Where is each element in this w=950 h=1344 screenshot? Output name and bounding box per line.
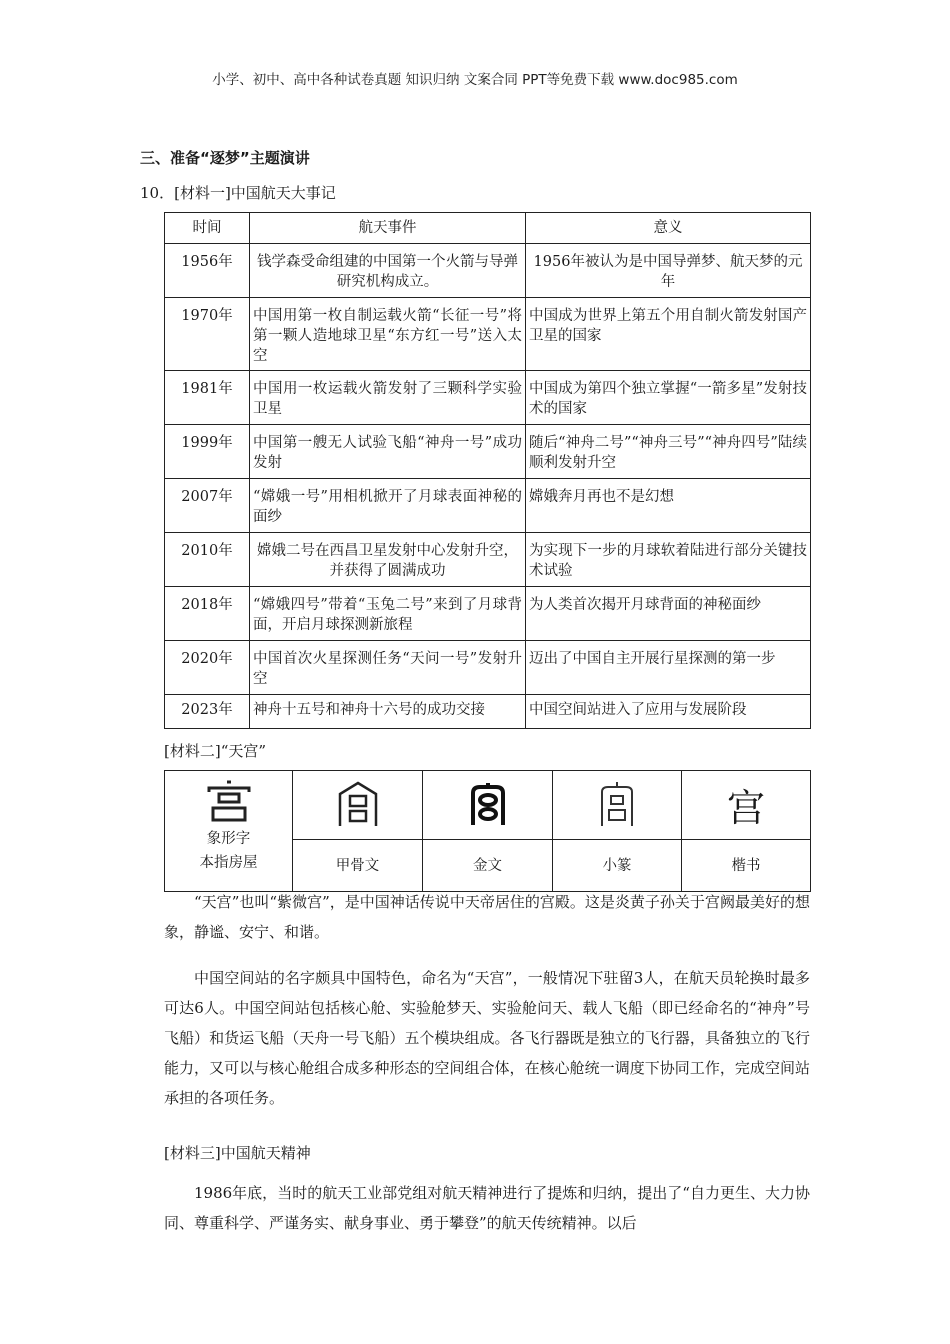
meaning-cell: 中国成为第四个独立掌握“一箭多星”发射技术的国家 — [526, 371, 811, 425]
meaning-cell: 为人类首次揭开月球背面的神秘面纱 — [526, 587, 811, 641]
table-header-row — [165, 213, 811, 244]
year-cell: 2010年 — [165, 533, 250, 587]
meaning-cell: 嫦娥奔月再也不是幻想 — [526, 479, 811, 533]
space-station-paragraph: 中国空间站的名字颇具中国特色，命名为“天宫”，一般情况下驻留3人，在航天员轮换时最多可达6人。中国空间站包括核心舱、实验舱梦天、实验舱问天、载人飞船（即已经命名的“神舟”号飞船）和货运飞船（天舟一号飞船）五个模块组成。各飞行器既是独立的飞行器，具备独立的飞行能力，又可以与核心舱组合成多种形态的空间组合体，在核心舱统一调度下协同工作，完成空间站承担的各项任务。 — [164, 969, 810, 1107]
material2-title: [材料二]“天宫” — [164, 742, 267, 760]
oracle-glyph-cell — [293, 771, 423, 840]
table-row — [165, 298, 811, 371]
script-label-oracle: 甲骨文 — [293, 839, 423, 891]
year-cell: 2023年 — [165, 695, 250, 729]
section-title: 三、准备“逐梦”主题演讲 — [140, 149, 310, 167]
meaning-cell: 随后“神舟二号”“神舟三号”“神舟四号”陆续顺利发射升空 — [526, 425, 811, 479]
event-cell: 中国首次火星探测任务“天问一号”发射升空 — [250, 641, 526, 695]
meaning-cell: 为实现下一步的月球软着陆进行部分关键技术试验 — [526, 533, 811, 587]
year-cell: 1999年 — [165, 425, 250, 479]
oracle-bone-glyph-icon — [336, 780, 380, 828]
table-row — [165, 641, 811, 695]
bronze-glyph-cell — [423, 771, 553, 840]
pictograph-label: 象形字 — [206, 831, 251, 847]
page-header: 小学、初中、高中各种试卷真题 知识归纳 文案合同 PPT等免费下载 www.doc985.com — [212, 72, 738, 88]
table-row — [165, 244, 811, 298]
year-cell: 2020年 — [165, 641, 250, 695]
space-events-table — [164, 212, 811, 729]
table-row — [165, 425, 811, 479]
event-cell: 中国用第一枚自制运载火箭“长征一号”将第一颗人造地球卫星“东方红一号”送入太空 — [250, 298, 526, 371]
question-line: 10．[材料一]中国航天大事记 — [140, 184, 336, 202]
year-cell: 1981年 — [165, 371, 250, 425]
meaning-cell: 中国成为世界上第五个用自制火箭发射国产卫星的国家 — [526, 298, 811, 371]
bronze-glyph-icon — [468, 781, 508, 827]
event-cell: 中国第一艘无人试验飞船“神舟一号”成功发射 — [250, 425, 526, 479]
pictograph-meaning: 本指房屋 — [199, 855, 258, 871]
year-cell: 1970年 — [165, 298, 250, 371]
event-cell: 嫦娥二号在西昌卫星发射中心发射升空，并获得了圆满成功 — [250, 533, 526, 587]
table-row — [165, 371, 811, 425]
pictograph-cell — [165, 771, 293, 892]
script-label-seal: 小篆 — [553, 839, 682, 891]
script-label-bronze: 金文 — [423, 839, 553, 891]
script-label-regular: 楷书 — [682, 839, 811, 891]
glyph-evolution-table — [164, 770, 811, 892]
table-row — [165, 533, 811, 587]
year-cell: 2018年 — [165, 587, 250, 641]
event-cell: 神舟十五号和神舟十六号的成功交接 — [250, 695, 526, 729]
space-spirit-paragraph: 1986年底，当时的航天工业部党组对航天精神进行了提炼和归纳，提出了“自力更生、大力协同、尊重科学、严谨务实、献身事业、勇于攀登”的航天传统精神。以后 — [164, 1184, 810, 1232]
col-header-meaning: 意义 — [526, 213, 811, 244]
col-header-event: 航天事件 — [250, 213, 526, 244]
gong-pictograph-icon — [201, 780, 257, 824]
year-cell: 1956年 — [165, 244, 250, 298]
event-cell: 中国用一枚运载火箭发射了三颗科学实验卫星 — [250, 371, 526, 425]
table-row — [165, 695, 811, 729]
table-row — [165, 587, 811, 641]
pictograph-glyph — [165, 777, 292, 827]
event-cell: “嫦娥四号”带着“玉兔二号”来到了月球背面，开启月球探测新旅程 — [250, 587, 526, 641]
year-cell: 2007年 — [165, 479, 250, 533]
small-seal-glyph-icon — [598, 780, 636, 828]
col-header-time: 时间 — [165, 213, 250, 244]
regular-glyph-cell — [682, 771, 811, 840]
event-cell: “嫦娥一号”用相机掀开了月球表面神秘的面纱 — [250, 479, 526, 533]
meaning-cell: 中国空间站进入了应用与发展阶段 — [526, 695, 811, 729]
meaning-cell: 迈出了中国自主开展行星探测的第一步 — [526, 641, 811, 695]
regular-script-glyph: 宫 — [726, 785, 765, 830]
table-row — [165, 479, 811, 533]
seal-glyph-cell — [553, 771, 682, 840]
event-cell: 钱学森受命组建的中国第一个火箭与导弹研究机构成立。 — [250, 244, 526, 298]
material3-title: [材料三]中国航天精神 — [164, 1144, 311, 1162]
tiangong-paragraph: “天宫”也叫“紫微宫”，是中国神话传说中天帝居住的宫殿。这是炎黄子孙关于宫阙最美好的想象，静谧、安宁、和谐。 — [164, 893, 810, 941]
meaning-cell: 1956年被认为是中国导弹梦、航天梦的元年 — [526, 244, 811, 298]
